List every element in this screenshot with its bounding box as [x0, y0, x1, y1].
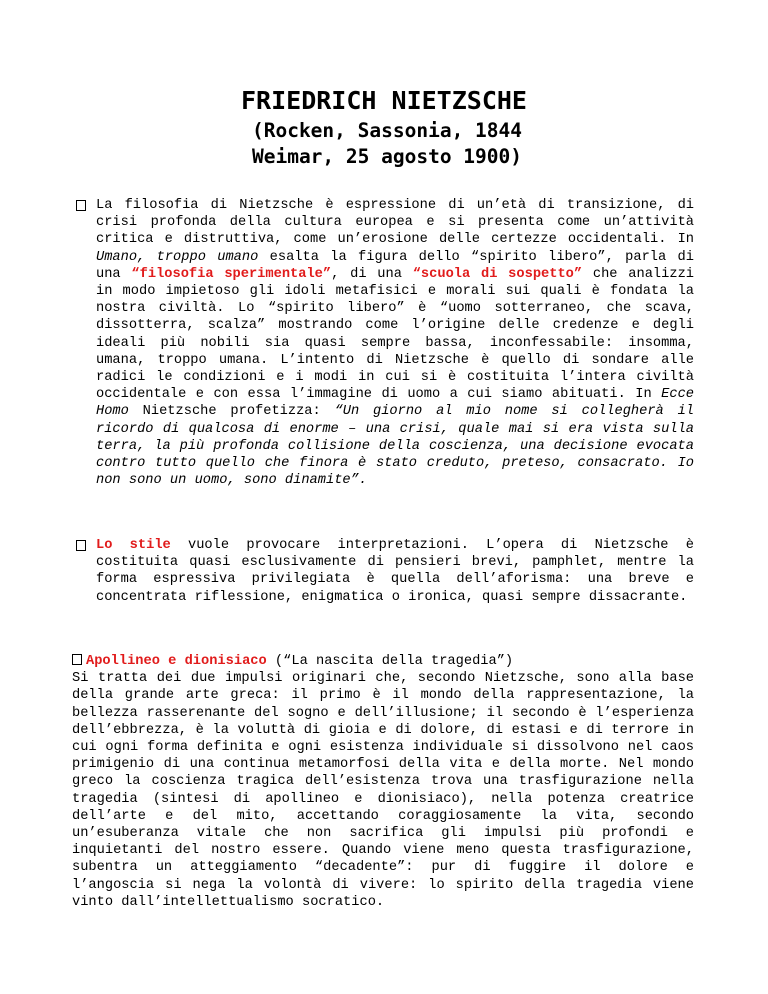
- highlight-filosofia-sperimentale: “filosofia sperimentale”: [131, 266, 332, 282]
- highlight-scuola-di-sospetto: “scuola di sospetto”: [412, 266, 583, 282]
- book-title-ecce-homo: Ecce Homo: [96, 387, 694, 420]
- bullet-box-icon: [76, 540, 86, 551]
- text-run: Si tratta dei due impulsi originari che, secondo Nietzsche, sono alla base della grande arte greca: il primo è il mondo della rappresentazione, la bellezza rasserenante del sogno e dell’illusione; il secondo è l’esperienza dell’ebbrezza, è la voluttà di gioia e di dolore, di estasi e di terrore in cui ogni forma definita e ogni esistenza individuale si dissolvono nel caos primigenio di una continua metamorfosi della vita e della morte. Nel mondo greco la coscienza tragica dell’esistenza trova una trasfigurazione nella tragedia (sintesi di apollineo e dionisiaco), nella potenza creatrice dell’arte e del mito, accettando coraggiosamente la vita, secondo un’esuberanza vitale che non sacrifica gli impulsi più profondi e inquietanti del nostro essere. Quando viene meno questa trasfigurazione, subentra un atteggiamento “decadente”: pur di fuggire il dolore e l’angoscia si nega la volontà di vivere: lo spirito della tragedia viene vinto dall’intellettualismo socratico.: [72, 671, 694, 910]
- subtitle-line-birth: (Rocken, Sassonia, 1844: [251, 119, 523, 142]
- section-heading-stile: Lo stile: [96, 538, 171, 553]
- subtitle-line-death: Weimar, 25 agosto 1900): [251, 145, 523, 168]
- bullet-box-icon: [72, 654, 82, 665]
- section-heading-apollineo: Apollineo e dionisiaco: [86, 654, 267, 669]
- section-subtitle-tragedia: (“La nascita della tragedia”): [266, 654, 514, 669]
- page-title: FRIEDRICH NIETZSCHE: [241, 86, 527, 115]
- page-subtitle: [0, 118, 768, 170]
- text-run: , di una: [331, 266, 413, 282]
- text-run: vuole provocare interpretazioni. L’opera di Nietzsche è costituita quasi esclusivamente di pensieri brevi, pamphlet, mentre la forma espressiva privilegiata è quella dell’aforisma: una breve e concentrata riflessione, enigmatica o ironica, quasi sempre dissacrante.: [96, 538, 694, 605]
- section-style-paragraph: [96, 537, 694, 606]
- bullet-box-icon: [76, 200, 86, 211]
- section-philosophy-paragraph: [96, 197, 694, 489]
- text-run: La filosofia di Nietzsche è espressione di un’età di transizione, di crisi profonda della cultura europea e si presenta come un’attività critica e distruttiva, come un’erosione delle certezze occidentali. In: [96, 198, 694, 248]
- text-run: che analizzi in modo impietoso gli idoli metafisici e morali sui quali è fondata la nostra civiltà. Lo “spirito libero” è “uomo sotterraneo, che scava, dissotterra, scalza” mostrando come l’origine delle credenze e degli ideali più nobili sia quasi sempre bassa, inconfessabile: insomma, umana, troppo umana. L’intento di Nietzsche è quello di sondare alle radici le condizioni e i modi in cui si è costituita l’intera civiltà occidentale e con essa l’immagine di uomo a cui siamo abituati. In: [96, 266, 695, 403]
- book-title-umano: Umano, troppo umano: [96, 249, 259, 265]
- text-run: Nietzsche profetizza:: [128, 404, 335, 420]
- text-run: esalta la figura dello “spirito libero”, parla di una: [96, 249, 694, 282]
- section-apollineo-paragraph: [72, 653, 694, 911]
- nietzsche-quote: “Un giorno al mio nome si collegherà il ricordo di qualcosa di enorme – una crisi, quale mai si era vista sulla terra, la più profonda collisione della coscienza, una decisione evocata contro tutto quello che finora è stato creduto, preteso, consacrato. Io non sono un uomo, sono dinamite”.: [96, 404, 694, 489]
